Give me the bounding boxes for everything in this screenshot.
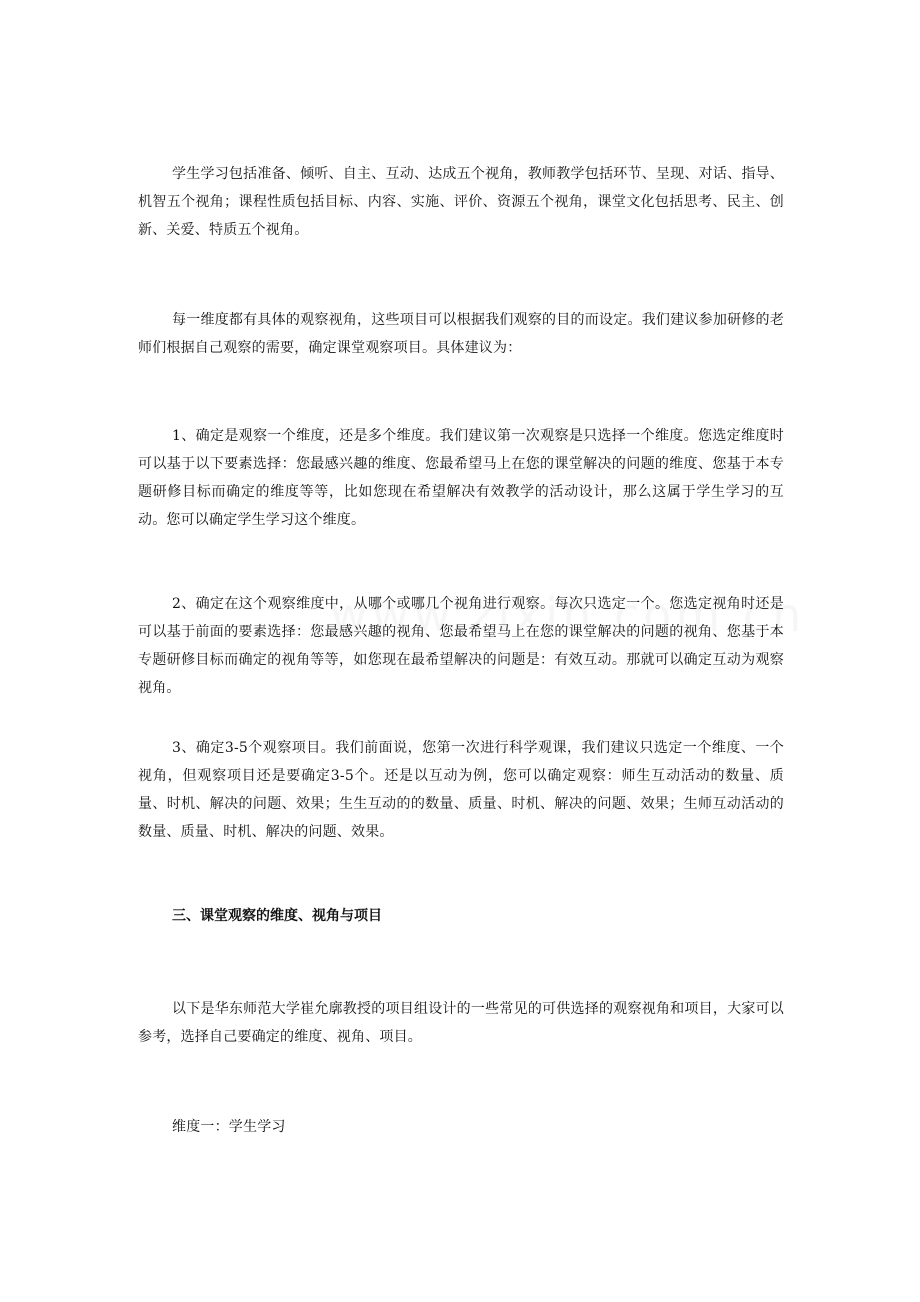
section-heading: 三、课堂观察的维度、视角与项目 <box>172 908 382 924</box>
dimension-label: 维度一：学生学习 <box>172 1119 286 1135</box>
paragraph-viewpoints: 学生学习包括准备、倾听、自主、互动、达成五个视角，教师教学包括环节、呈现、对话、指导、机智五个视角；课程性质包括目标、内容、实施、评价、资源五个视角，课堂文化包括思考、民主、创新、关爱、特质五个视角。 <box>138 166 784 238</box>
paragraph-step-1: 1、确定是观察一个维度，还是多个维度。我们建议第一次观察是只选择一个维度。您选定维度时可以基于以下要素选择：您最感兴趣的维度、您最希望马上在您的课堂解决的问题的维度、您基于本专题研修目标而确定的维度等等，比如您现在希望解决有效教学的活动设计，那么这属于学生学习的互动。您可以确定学生学习这个维度。 <box>138 428 784 528</box>
paragraph-observation-suggestion: 每一维度都有具体的观察视角，这些项目可以根据我们观察的目的而设定。我们建议参加研修的老师们根据自己观察的需要，确定课堂观察项目。具体建议为： <box>138 312 784 356</box>
paragraph-step-3: 3、确定3-5个观察项目。我们前面说，您第一次进行科学观课，我们建议只选定一个维度、一个视角，但观察项目还是要确定3-5个。还是以互动为例，您可以确定观察：师生互动活动的数量、质量、时机、解决的问题、效果；生生互动的的数量、质量、时机、解决的问题、效果；生师互动活动的数量、质量、时机、解决的问题、效果。 <box>138 740 784 840</box>
paragraph-intro: 以下是华东师范大学崔允廓教授的项目组设计的一些常见的可供选择的观察视角和项目，大家可以参考，选择自己要确定的维度、视角、项目。 <box>138 1001 784 1045</box>
paragraph-step-2: 2、确定在这个观察维度中，从哪个或哪几个视角进行观察。每次只选定一个。您选定视角时还是可以基于前面的要素选择：您最感兴趣的视角、您最希望马上在您的课堂解决的问题的视角、您基于本专题研修目标而确定的视角等等，如您现在最希望解决的问题是：有效互动。那就可以确定互动为观察视角。 <box>138 596 784 696</box>
